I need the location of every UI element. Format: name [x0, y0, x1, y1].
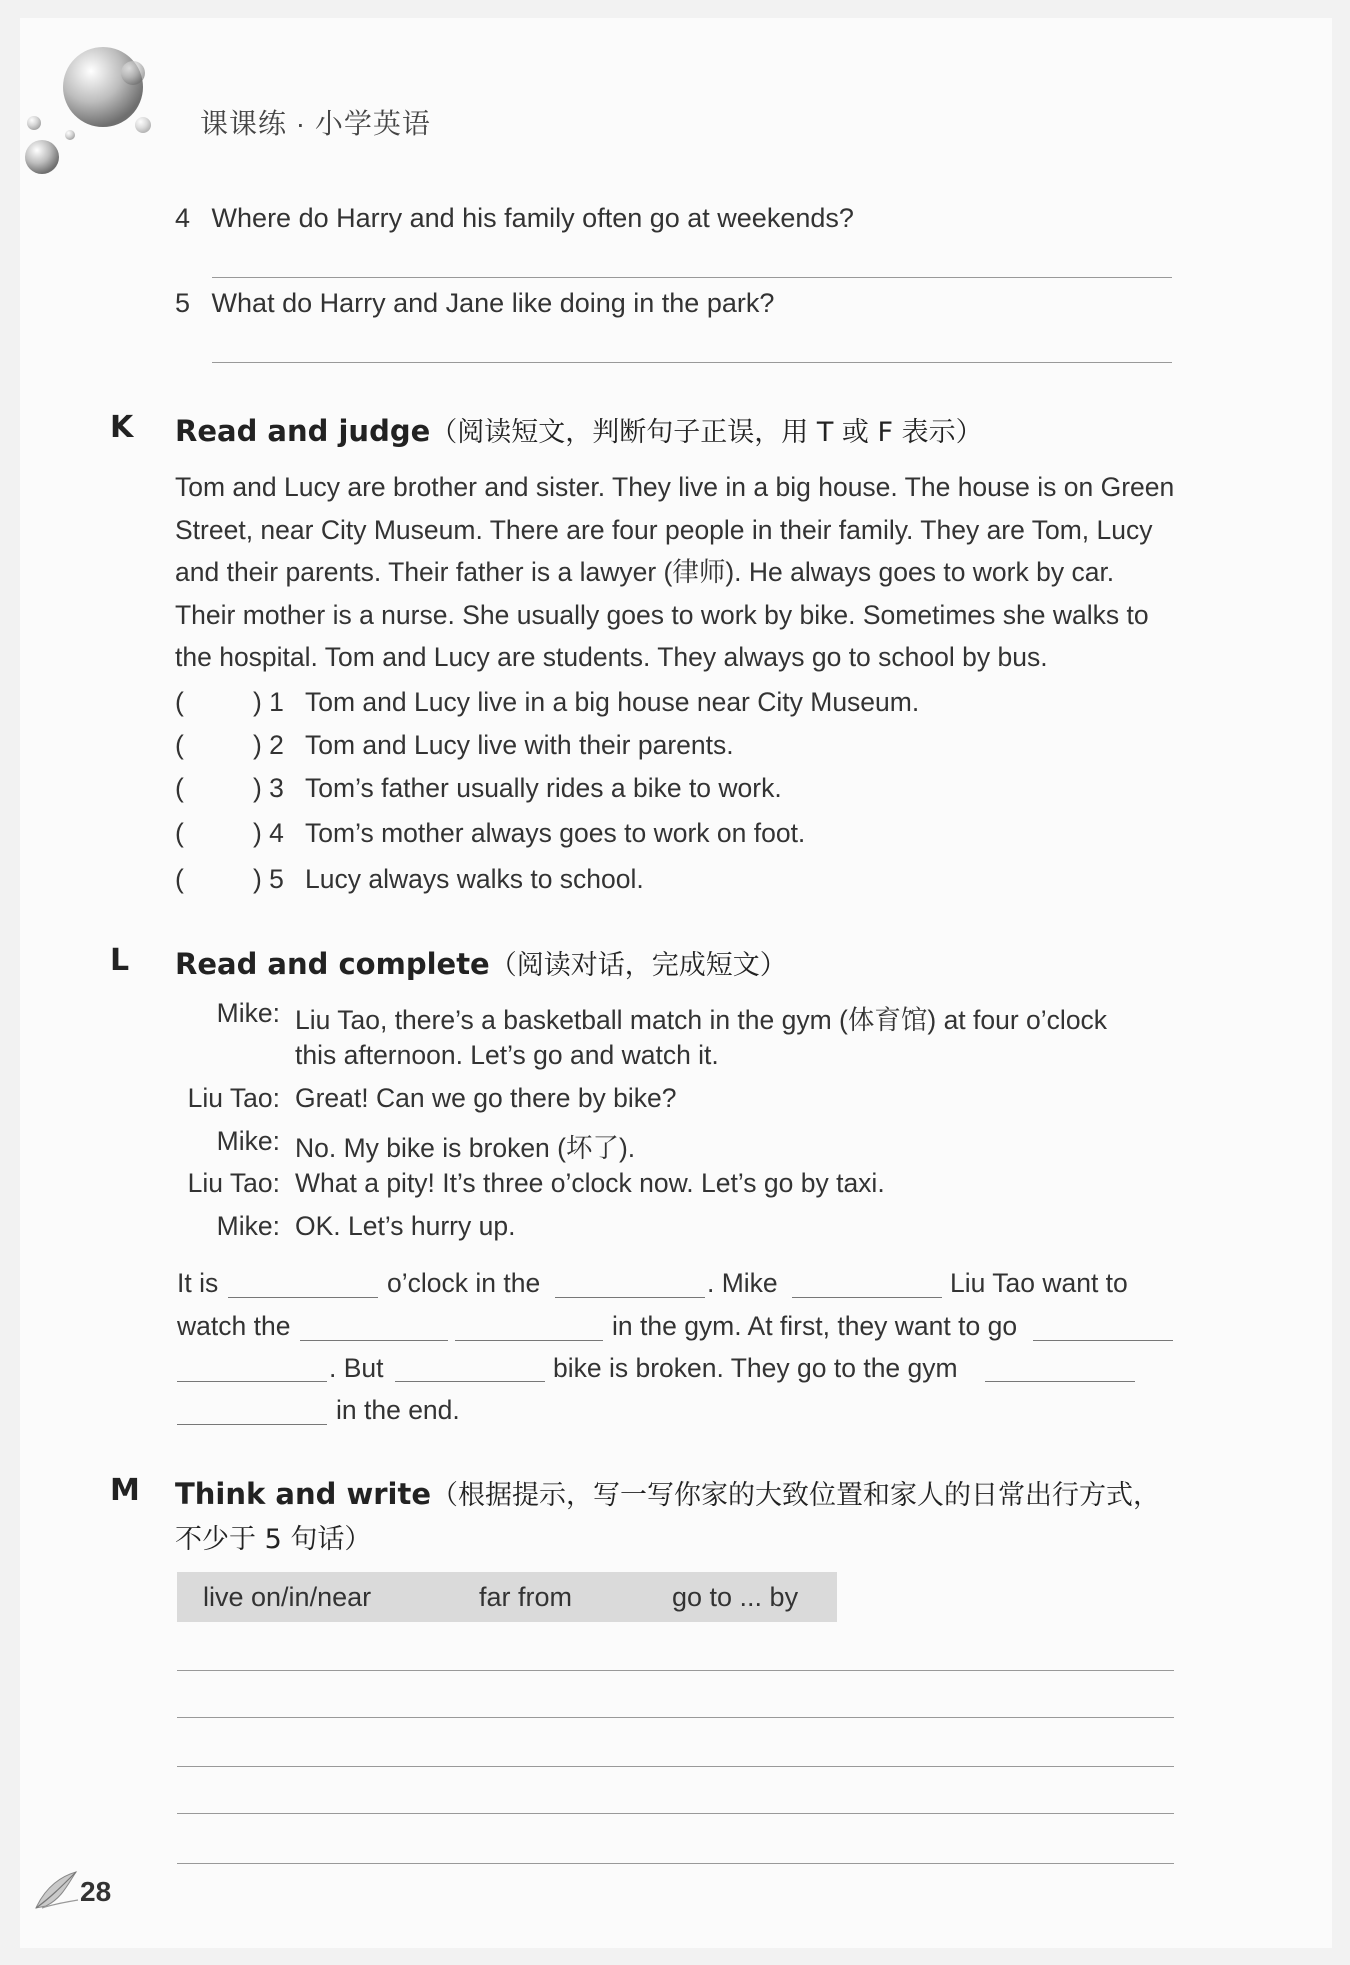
section-title: Read and judge [175, 414, 431, 448]
dialogue-text: OK. Let’s hurry up. [295, 1211, 516, 1241]
fill-blank[interactable] [395, 1381, 545, 1382]
fill-blank[interactable] [792, 1297, 942, 1298]
passage-line: Street, near City Museum. There are four people in their family. They are Tom, Lucy [175, 514, 1153, 545]
speaker-name: Mike: [216, 1211, 280, 1241]
judge-statement: Tom’s father usually rides a bike to work. [305, 773, 782, 803]
dialogue-text: this afternoon. Let’s go and watch it. [295, 1040, 719, 1070]
section-l-heading [175, 943, 787, 982]
speaker-name: Liu Tao: [187, 1083, 280, 1113]
question-4 [175, 203, 854, 234]
fill-text: bike is broken. They go to the gym [553, 1353, 958, 1383]
section-l-letter: L [110, 943, 130, 978]
writing-line[interactable] [177, 1813, 1174, 1814]
writing-line[interactable] [177, 1717, 1174, 1718]
section-k-letter: K [110, 410, 134, 445]
fill-blank[interactable] [985, 1381, 1135, 1382]
dialogue-text: No. My bike is broken (坏了). [295, 1133, 636, 1163]
answer-bracket-open: ( [175, 773, 184, 803]
fill-blank[interactable] [300, 1340, 448, 1341]
answer-bracket-number: ) 3 [253, 773, 284, 803]
fill-text: Liu Tao want to [950, 1268, 1128, 1298]
section-instruction: （阅读对话，完成短文） [489, 950, 787, 981]
answer-bracket-open: ( [175, 730, 184, 760]
section-title: Think and write [175, 1477, 432, 1511]
answer-bracket-open: ( [175, 864, 184, 894]
answer-line[interactable] [212, 362, 1172, 363]
writing-line[interactable] [177, 1863, 1174, 1864]
answer-bracket-number: ) 5 [253, 864, 284, 894]
prompt-word: go to ... by [672, 1582, 799, 1612]
fill-blank[interactable] [177, 1381, 327, 1382]
section-k-heading [175, 410, 983, 449]
fill-blank[interactable] [228, 1297, 378, 1298]
bubbles-decoration [18, 45, 168, 180]
dialogue-text: Liu Tao, there’s a basketball match in the gym (体育馆) at four o’clock [295, 1005, 1108, 1035]
answer-bracket-open: ( [175, 687, 184, 717]
question-text: Where do Harry and his family often go at weekends? [211, 203, 854, 233]
writing-line[interactable] [177, 1766, 1174, 1767]
reading-passage [175, 466, 1175, 679]
header-title: 课课练 · 小学英语 [200, 108, 431, 139]
section-instruction: （阅读短文，判断句子正误，用 T 或 F 表示） [430, 417, 983, 448]
section-instruction: （根据提示，写一写你家的大致位置和家人的日常出行方式， [431, 1480, 1161, 1511]
section-instruction: 不少于 5 句话） [175, 1524, 372, 1555]
fill-text: in the end. [336, 1395, 460, 1425]
fill-text: It is [177, 1268, 219, 1298]
question-number: 4 [175, 203, 191, 233]
speaker-name: Liu Tao: [187, 1168, 280, 1198]
fill-text: o’clock in the [387, 1268, 541, 1298]
dialogue-text: What a pity! It’s three o’clock now. Let’s go by taxi. [295, 1168, 885, 1198]
section-m-letter: M [110, 1473, 140, 1508]
answer-bracket-number: ) 1 [253, 687, 284, 717]
fill-text: in the gym. At first, they want to go [612, 1311, 1018, 1341]
question-5 [175, 288, 774, 319]
judge-statement: Tom’s mother always goes to work on foot. [305, 818, 806, 848]
answer-bracket-open: ( [175, 818, 184, 848]
judge-statement: Lucy always walks to school. [305, 864, 644, 894]
dialogue-text: Great! Can we go there by bike? [295, 1083, 677, 1113]
section-m-heading [175, 1473, 1160, 1512]
prompt-word: live on/in/near [203, 1582, 372, 1612]
leaf-icon [32, 1868, 80, 1912]
fill-text: watch the [177, 1311, 291, 1341]
prompt-word-box [177, 1572, 837, 1622]
answer-bracket-number: ) 4 [253, 818, 284, 848]
answer-bracket-number: ) 2 [253, 730, 284, 760]
fill-blank[interactable] [455, 1340, 603, 1341]
speaker-name: Mike: [216, 1126, 280, 1156]
fill-text: . But [329, 1353, 384, 1383]
fill-blank[interactable] [1033, 1340, 1173, 1341]
passage-line: and their parents. Their father is a lawyer (律师). He always goes to work by car. [175, 557, 1115, 587]
passage-line: Their mother is a nurse. She usually goes to work by bike. Sometimes she walks to [175, 599, 1149, 630]
question-number: 5 [175, 288, 191, 318]
judge-statement: Tom and Lucy live with their parents. [305, 730, 734, 760]
passage-line: the hospital. Tom and Lucy are students. They always go to school by bus. [175, 642, 1048, 672]
passage-line: Tom and Lucy are brother and sister. They live in a big house. The house is on Green [175, 472, 1175, 502]
fill-text: . Mike [707, 1268, 778, 1298]
fill-blank[interactable] [555, 1297, 705, 1298]
prompt-word: far from [479, 1582, 573, 1612]
section-title: Read and complete [175, 947, 490, 981]
judge-statement: Tom and Lucy live in a big house near City Museum. [305, 687, 920, 717]
speaker-name: Mike: [216, 998, 280, 1028]
page-number: 28 [80, 1876, 112, 1907]
answer-line[interactable] [212, 277, 1172, 278]
fill-blank[interactable] [177, 1424, 327, 1425]
question-text: What do Harry and Jane like doing in the park? [211, 288, 775, 318]
section-m-heading-cont [175, 1517, 371, 1556]
writing-line[interactable] [177, 1670, 1174, 1671]
